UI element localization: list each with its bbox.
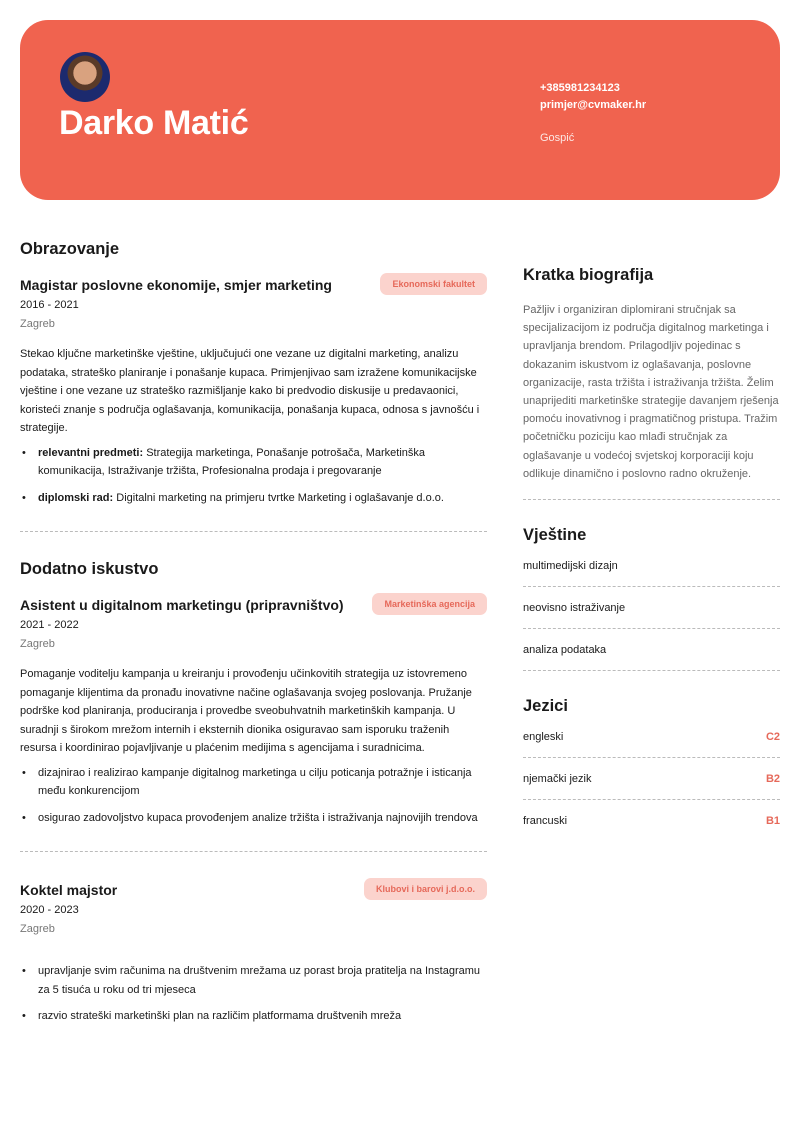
languages-heading: Jezici	[523, 697, 568, 716]
entry-dates: 2016 - 2021	[20, 299, 79, 311]
full-name: Darko Matić	[59, 104, 249, 142]
bio-heading: Kratka biografija	[523, 266, 654, 284]
experience-entry	[20, 880, 487, 1026]
entry-dates: 2021 - 2022	[20, 619, 79, 631]
education-entry	[20, 275, 487, 507]
language-item: francuski B1	[523, 815, 780, 828]
divider	[20, 851, 487, 852]
divider	[523, 499, 780, 500]
list-item: • upravljanje svim računima na društvenim mrežama uz porast broja pratitelja na Instagramu za 5 tisuća u roku od tri mjeseca	[20, 962, 487, 999]
entry-description: Stekao ključne marketinške vještine, uključujući one vezane uz digitalni marketing, analizu podataka, strateško planiranje i ponašanje kupaca. Primjenjivao sam izražene komunikacijske vještine i one vezane uz strateško razmišljanje kako bi predvodio diskusije u predavaonici, koristeći znanje s područja oglašavanja, komunikacija, ponašanja kupaca, odnosa s javnošću i strategije.	[20, 348, 480, 434]
languages-list	[523, 716, 780, 842]
entry-title: Asistent u digitalnom marketingu (pripravništvo)	[20, 597, 344, 613]
list-item: • osigurao zadovoljstvo kupaca provođenjem analize tržišta i istraživanja najnovijih trendova	[20, 809, 487, 828]
entry-city: Zagreb	[20, 923, 55, 935]
skills-list	[523, 545, 780, 671]
language-level: B2	[765, 772, 780, 785]
education-heading: Obrazovanje	[20, 240, 120, 258]
entry-title: Koktel majstor	[20, 882, 118, 898]
language-item: njemački jezik B2	[523, 758, 780, 800]
skill-item: neovisno istraživanje	[523, 587, 780, 629]
list-item: • relevantni predmeti: Strategija marketinga, Ponašanje potrošača, Marketinška komunikacija, Istraživanje tržišta, Profesionalna prodaja i pregovaranje	[20, 444, 487, 481]
org-badge: Klubovi i barovi j.d.o.o.	[364, 878, 487, 900]
sidebar	[523, 266, 780, 842]
bio-text: Pažljiv i organiziran diplomirani stručnjak sa specijalizacijom iz područja digitalnog marketinga i upravljanja brendom. Prilagodljiv pojedinac s dokazanim iskustvom iz oglašavanja, poslovne organizacije, rasta tržišta i istraživanja tržišta. Želim unaprijediti marketinške strategije davanjem rješenja pomoću inovativnog i pragmatičnog pristupa. Tražim početničku poziciju kao mlađi stručnjak za oglašavanje u vodećoj svjetskoj korporaciji koju odlikuje dinamično i poslovno radno okruženje.	[523, 304, 779, 480]
org-badge: Ekonomski fakultet	[380, 273, 487, 295]
divider	[20, 531, 487, 532]
language-level: C2	[765, 730, 780, 743]
header	[20, 20, 780, 200]
list-item: • diplomski rad: Digitalni marketing na primjeru tvrtke Marketing i oglašavanje d.o.o.	[20, 489, 487, 508]
entry-description: Pomaganje voditelju kampanja u kreiranju i provođenju učinkovitih strategija uz istovremeno pomaganje klijentima da pronađu inovativne načine oglašavanja svojeg poslovanja. Pružanje podrške kod planiranja, produciranja i provedbe sveobuhvatnih marketinških kampanja. U suradnji s širokom mrežom internih i eksternih dionika osiguravao sam isporuku traženih resursa i koordinirao pojavljivanje u plaćenim medijima s agencijama i suradnicima.	[20, 668, 472, 754]
list-item: • dizajnirao i realizirao kampanje digitalnog marketinga u cilju poticanja potražnje i isticanja među konkurencijom	[20, 764, 487, 801]
email: primjer@cvmaker.hr	[540, 99, 647, 111]
language-level: B1	[765, 815, 780, 828]
entry-title: Magistar poslovne ekonomije, smjer marketing	[20, 277, 332, 293]
city: Gospić	[540, 132, 575, 144]
experience-heading: Dodatno iskustvo	[20, 560, 159, 578]
experience-entry	[20, 595, 487, 827]
language-item: engleski C2	[523, 716, 780, 758]
org-badge: Marketinška agencija	[372, 593, 487, 615]
avatar	[60, 52, 110, 102]
skills-heading: Vještine	[523, 526, 587, 545]
skill-item: multimedijski dizajn	[523, 545, 780, 587]
skill-item: analiza podataka	[523, 629, 780, 671]
list-item: • razvio strateški marketinški plan na različim platformama društvenih mreža	[20, 1007, 487, 1026]
entry-city: Zagreb	[20, 638, 55, 650]
entry-dates: 2020 - 2023	[20, 904, 79, 916]
entry-city: Zagreb	[20, 318, 55, 330]
main-column	[20, 240, 487, 1034]
phone: +385981234123	[540, 82, 620, 94]
